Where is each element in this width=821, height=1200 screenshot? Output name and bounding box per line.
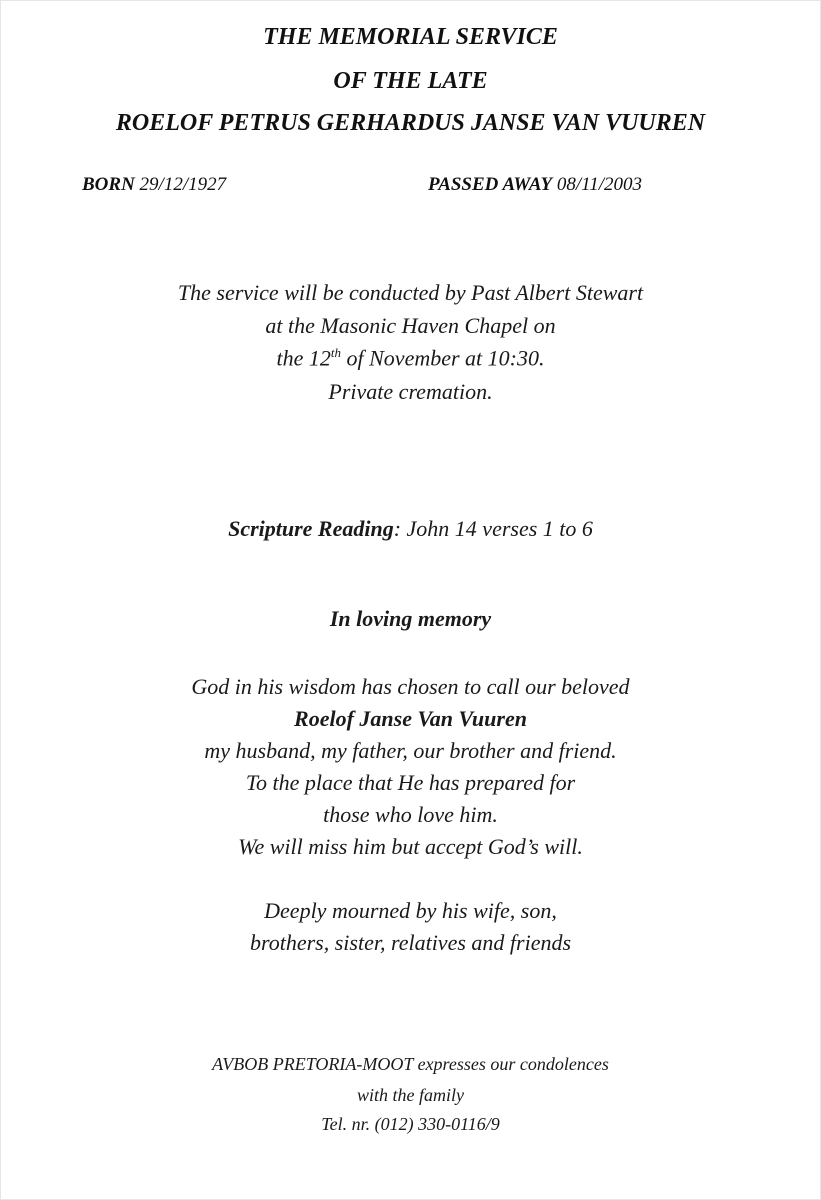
service-line-2: at the Masonic Haven Chapel on — [265, 313, 556, 338]
service-line-1: The service will be conducted by Past Albert Stewart — [177, 280, 644, 305]
service-line-3 — [0, 345, 821, 371]
memory-name: Roelof Janse Van Vuuren — [294, 706, 527, 731]
title-line-1: THE MEMORIAL SERVICE — [263, 24, 558, 50]
memory-line-5: We will miss him but accept God’s will. — [238, 834, 583, 859]
memory-line-3: To the place that He has prepared for — [245, 770, 576, 795]
passed-away-date — [428, 174, 642, 196]
scripture-reading — [0, 516, 821, 542]
service-date-rest: of November at 10:30. — [341, 345, 545, 371]
scripture-text: : John 14 verses 1 to 6 — [393, 516, 593, 541]
born-date — [82, 174, 226, 196]
mourned-line-2: brothers, sister, relatives and friends — [249, 930, 572, 955]
footer-phone: Tel. nr. (012) 330-0116/9 — [321, 1114, 500, 1134]
memory-line-1: God in his wisdom has chosen to call our beloved — [191, 674, 630, 699]
deceased-full-name: ROELOF PETRUS GERHARDUS JANSE VAN VUUREN — [115, 110, 706, 136]
memory-heading: In loving memory — [329, 606, 492, 631]
born-value: 29/12/1927 — [139, 174, 227, 195]
service-line-4: Private cremation. — [328, 379, 493, 404]
title-line-2: OF THE LATE — [333, 68, 488, 94]
mourned-line-1: Deeply mourned by his wife, son, — [264, 898, 557, 923]
footer-line-1: AVBOB PRETORIA-MOOT expresses our condolences — [212, 1054, 609, 1074]
ordinal-suffix: th — [330, 345, 342, 360]
memory-line-2: my husband, my father, our brother and friend. — [204, 738, 617, 763]
footer-line-2: with the family — [357, 1085, 464, 1105]
passed-label: PASSED AWAY — [428, 174, 553, 195]
memory-line-4: those who love him. — [323, 802, 498, 827]
born-label: BORN — [82, 174, 135, 195]
passed-value: 08/11/2003 — [556, 174, 642, 195]
scripture-label: Scripture Reading — [228, 516, 394, 541]
service-date-prefix: the 12 — [276, 345, 331, 371]
